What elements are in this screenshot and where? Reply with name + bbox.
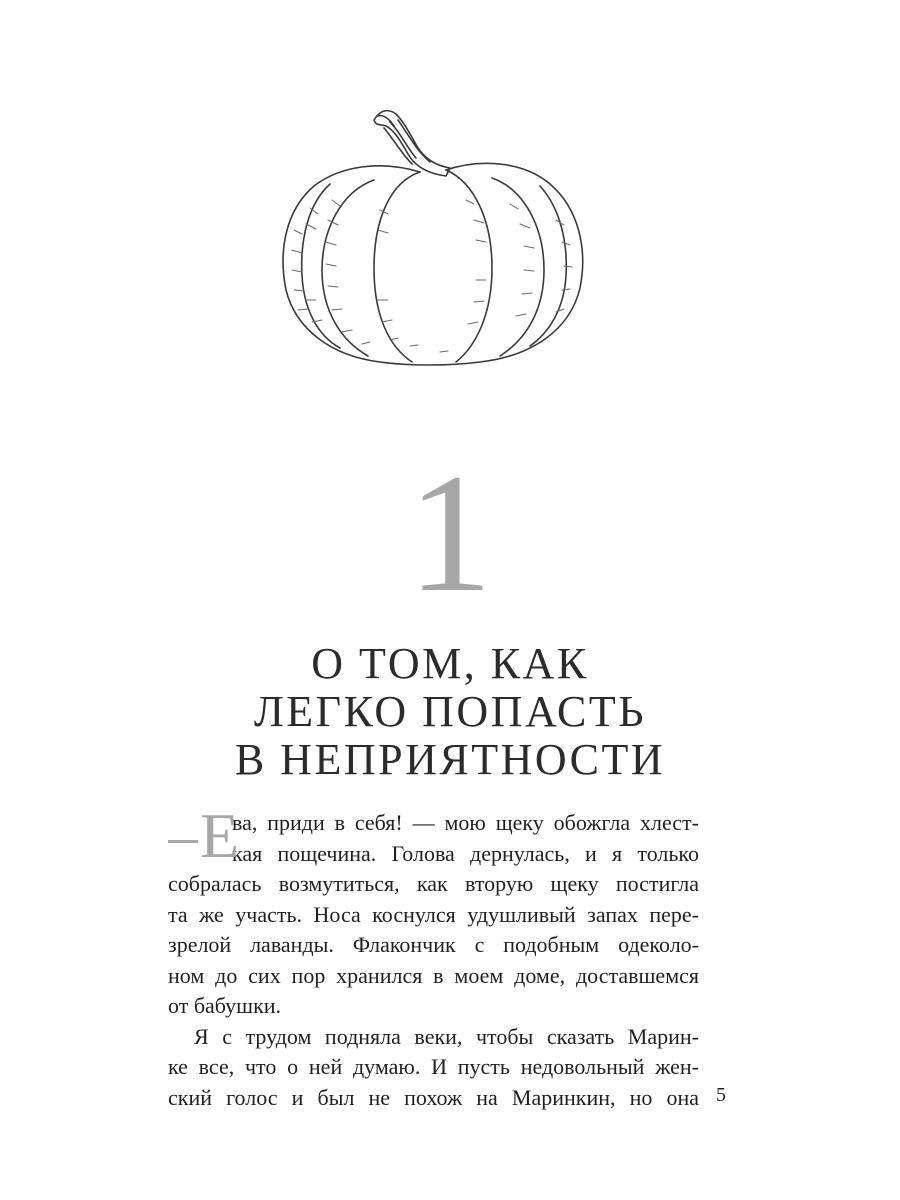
pumpkin-icon: [270, 100, 600, 370]
body-text: [168, 800, 699, 1113]
page-number: 5: [716, 1084, 726, 1106]
chapter-number: 1: [407, 439, 493, 627]
chapter-title: [0, 640, 900, 784]
text-line: ном до сих пор хранился в моем доме, доставшемся: [168, 962, 699, 988]
chapter-title-line: ЛЕГКО ПОПАСТЬ: [253, 687, 647, 736]
text-line: зрелой лаванды. Флакончик с подобным одеколо-: [168, 932, 699, 957]
text-line: кая пощечина. Голова дернулась, и я только: [232, 840, 699, 866]
text-line: ке все, что о ней думаю. И пусть недовольный жен-: [168, 1054, 699, 1079]
chapter-title-line: О ТОМ, КАК: [311, 639, 589, 688]
drop-cap-dash: [168, 840, 198, 843]
text-line: Я с трудом подняла веки, чтобы сказать Марин-: [194, 1023, 699, 1049]
text-line: та же участь. Носа коснулся удушливый запах пере-: [168, 901, 699, 927]
drop-cap-letter: Е: [200, 800, 240, 871]
text-line: от бабушки.: [168, 993, 282, 1018]
text-line: ский голос и был не похож на Маринкин, но она: [168, 1084, 699, 1110]
chapter-title-line: В НЕПРИЯТНОСТИ: [234, 735, 666, 784]
text-line: собралась возмутиться, как вторую щеку постигла: [168, 871, 699, 896]
drop-cap: [168, 800, 240, 871]
text-line: ва, приди в себя! — мою щеку обожгла хлест-: [232, 810, 699, 835]
